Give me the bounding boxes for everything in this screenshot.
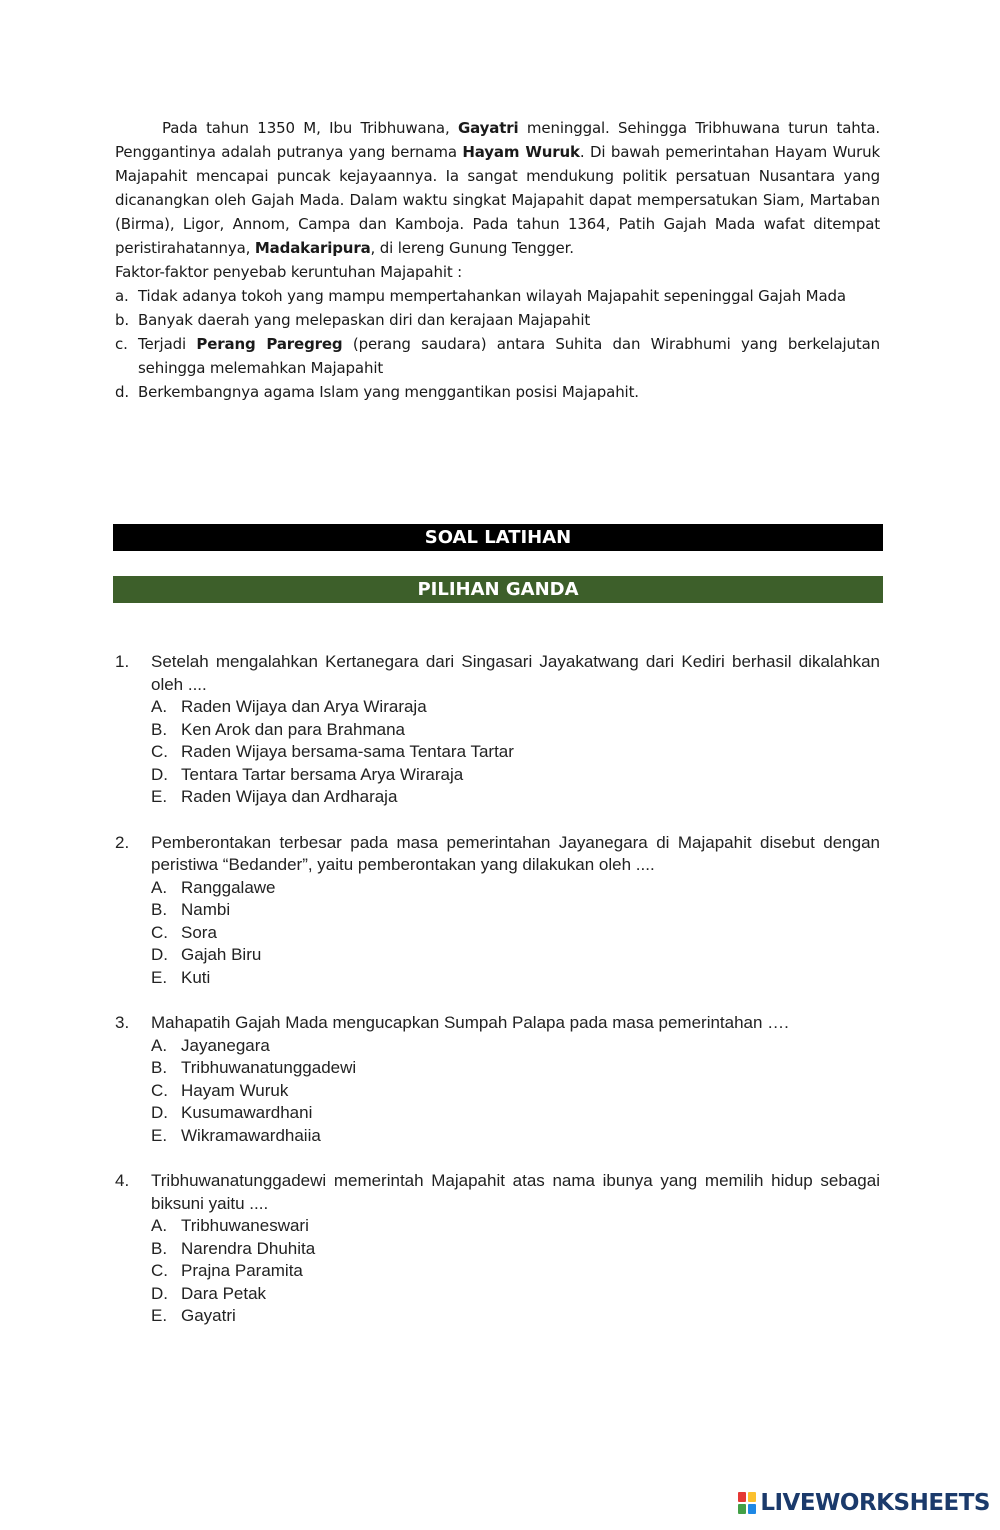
option-text: Raden Wijaya dan Arya Wiraraja (181, 697, 427, 716)
answer-option[interactable] (115, 1238, 880, 1261)
option-letter: B. (151, 900, 168, 919)
question-stem: Pemberontakan terbesar pada masa pemerintahan Jayanegara di Majapahit disebut dengan peristiwa “Bedander”, yaitu pemberontakan yang dilakukan oleh .... (151, 832, 880, 874)
answer-option[interactable] (115, 1035, 880, 1058)
causes-list (115, 284, 880, 404)
option-letter: A. (151, 1035, 168, 1055)
logo-text: LIVEWORKSHEETS (760, 1490, 990, 1516)
option-text: Raden Wijaya dan Ardharaja (181, 787, 398, 806)
logo-square (738, 1504, 746, 1514)
option-text: Ranggalawe (181, 877, 276, 897)
question-list (115, 651, 880, 1351)
option-letter: B. (151, 1058, 168, 1077)
option-letter: E. (151, 787, 168, 806)
answer-option[interactable] (115, 719, 880, 742)
answer-option[interactable] (115, 922, 880, 945)
answer-option[interactable] (115, 877, 880, 900)
answer-option[interactable] (115, 1080, 880, 1103)
question-number: 3. (115, 1013, 130, 1032)
option-text: Gayatri (181, 1306, 236, 1325)
bold-term-gayatri: Gayatri (457, 119, 519, 137)
question-item (115, 1170, 880, 1328)
bold-term-madakaripura: Madakaripura (254, 239, 371, 257)
liveworksheets-logo-icon (738, 1492, 756, 1514)
option-letter: A. (151, 697, 168, 716)
option-text: Jayanegara (181, 1035, 270, 1055)
answer-options (115, 1035, 880, 1148)
logo-square (748, 1504, 756, 1514)
reading-passage (115, 116, 880, 404)
logo-square (748, 1492, 756, 1502)
question-text (115, 1012, 880, 1035)
question-number: 2. (115, 832, 130, 852)
option-letter: E. (151, 1306, 168, 1325)
causes-heading: Faktor-faktor penyebab keruntuhan Majapahit : (115, 263, 463, 281)
option-text: Tribhuwaneswari (181, 1216, 309, 1235)
answer-option[interactable] (115, 764, 880, 787)
option-text: Gajah Biru (181, 945, 262, 964)
answer-option[interactable] (115, 967, 880, 990)
option-text: Tentara Tartar bersama Arya Wiraraja (181, 764, 464, 784)
option-text: Sora (181, 922, 217, 942)
option-letter: D. (151, 1283, 168, 1303)
cause-item: a. Tidak adanya tokoh yang mampu mempertahankan wilayah Majapahit sepeninggal Gajah Mada (115, 287, 846, 305)
cause-item: c. Terjadi Perang Paregreg (perang saudara) antara Suhita dan Wirabhumi yang berkelajutan sehingga melemahkan Majapahit (115, 335, 880, 377)
option-text: Tribhuwanatunggadewi (181, 1058, 357, 1077)
answer-option[interactable] (115, 944, 880, 967)
passage-paragraph: Pada tahun 1350 M, Ibu Tribhuwana, Gayatri meninggal. Sehingga Tribhuwana turun tahta. Penggantinya adalah putranya yang bernama Hayam Wuruk. Di bawah pemerintahan Hayam Wuruk Majapahit mencapai puncak kejayaannya. Ia sangat mendukung politik persatuan Nusantara yang dicanangkan oleh Gajah Mada. Dalam waktu singkat Majapahit dapat mempersatukan Siam, Martaban (Birma), Ligor, Annom, Campa dan Kamboja. Pada tahun 1364, Patih Gajah Mada wafat ditempat peristirahatannya, Madakaripura, di lereng Gunung Tengger. (115, 119, 880, 257)
answer-option[interactable] (115, 1283, 880, 1306)
option-letter: E. (151, 967, 168, 987)
liveworksheets-logo (738, 1490, 990, 1516)
answer-option[interactable] (115, 1102, 880, 1125)
answer-option[interactable] (115, 899, 880, 922)
answer-options (115, 696, 880, 809)
option-text: Wikramawardhaiia (181, 1125, 321, 1145)
answer-option[interactable] (115, 786, 880, 809)
option-text: Hayam Wuruk (181, 1080, 289, 1100)
question-item (115, 651, 880, 809)
option-text: Kusumawardhani (181, 1103, 313, 1122)
answer-option[interactable] (115, 1057, 880, 1080)
option-letter: A. (151, 877, 168, 897)
option-text: Ken Arok dan para Brahmana (181, 719, 405, 739)
answer-option[interactable] (115, 696, 880, 719)
option-text: Dara Petak (181, 1283, 267, 1303)
option-text: Narendra Dhuhita (181, 1238, 316, 1258)
question-text (115, 1170, 880, 1215)
answer-option[interactable] (115, 741, 880, 764)
question-text (115, 832, 880, 877)
answer-option[interactable] (115, 1125, 880, 1148)
logo-square (738, 1492, 746, 1502)
option-text: Kuti (181, 967, 211, 987)
answer-option[interactable] (115, 1305, 880, 1328)
option-letter: D. (151, 1103, 168, 1122)
cause-item: d. Berkembangnya agama Islam yang menggantikan posisi Majapahit. (115, 383, 639, 401)
option-letter: B. (151, 719, 168, 739)
question-stem: Setelah mengalahkan Kertanegara dari Singasari Jayakatwang dari Kediri berhasil dikalahkan oleh .... (151, 652, 880, 694)
answer-options (115, 877, 880, 990)
option-text: Prajna Paramita (181, 1261, 303, 1280)
option-letter: C. (151, 1080, 168, 1100)
option-letter: B. (151, 1238, 168, 1258)
question-number: 4. (115, 1171, 130, 1190)
bold-term-hayam-wuruk: Hayam Wuruk (462, 143, 580, 161)
option-letter: C. (151, 742, 168, 761)
answer-option[interactable] (115, 1215, 880, 1238)
bold-term-perang-paregreg: Perang Paregreg (196, 335, 343, 353)
question-number: 1. (115, 652, 130, 671)
answer-options (115, 1215, 880, 1328)
option-letter: C. (151, 922, 168, 942)
question-item (115, 832, 880, 990)
answer-option[interactable] (115, 1260, 880, 1283)
option-text: Nambi (181, 900, 231, 919)
subsection-title-bar: PILIHAN GANDA (113, 576, 883, 603)
cause-item: b. Banyak daerah yang melepaskan diri dan kerajaan Majapahit (115, 311, 591, 329)
option-letter: C. (151, 1261, 168, 1280)
option-letter: D. (151, 945, 168, 964)
option-letter: E. (151, 1125, 168, 1145)
question-stem: Tribhuwanatunggadewi memerintah Majapahit atas nama ibunya yang memilih hidup sebagai biksuni yaitu .... (151, 1171, 880, 1213)
question-stem: Mahapatih Gajah Mada mengucapkan Sumpah Palapa pada masa pemerintahan …. (151, 1013, 789, 1032)
option-letter: A. (151, 1216, 168, 1235)
option-text: Raden Wijaya bersama-sama Tentara Tartar (181, 742, 514, 761)
question-text (115, 651, 880, 696)
option-letter: D. (151, 764, 168, 784)
section-title-bar: SOAL LATIHAN (113, 524, 883, 551)
question-item (115, 1012, 880, 1147)
